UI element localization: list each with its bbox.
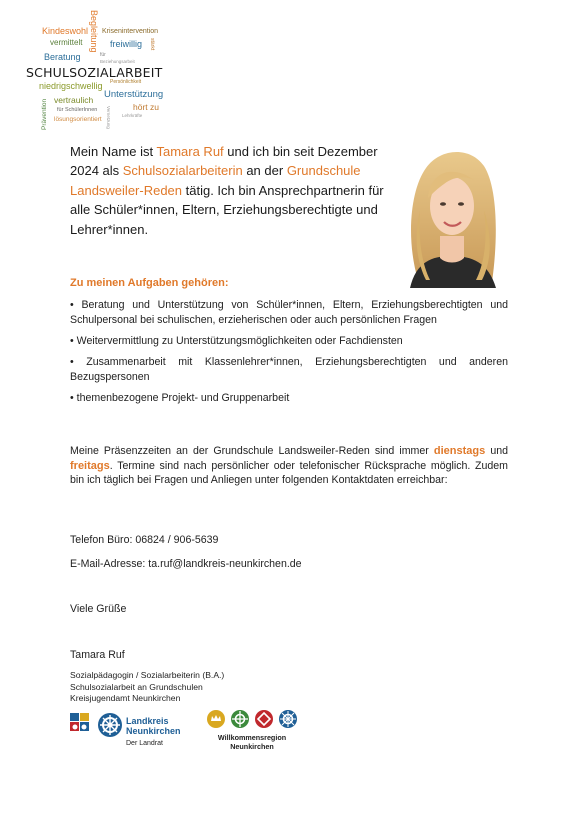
signature-title: Sozialpädagogin / Sozialarbeiterin (B.A.) [70, 670, 225, 680]
contact-phone: Telefon Büro: 06824 / 906-5639 [70, 534, 219, 546]
intro-school: Grundschule Landsweiler-Reden [70, 163, 361, 198]
intro-text-4: tätig. Ich bin Ansprechpartnerin für alle Schüler*innen, Eltern, Erziehungsberechtigte und Lehrer*innen. [70, 182, 384, 237]
presence-day-friday: freitags [70, 459, 110, 472]
word-fuer-schuelerinnen: für SchülerInnen [57, 107, 98, 113]
contact-email: E-Mail-Adresse: ta.ruf@landkreis-neunkirchen.de [70, 558, 302, 570]
word-praevention: Prävention [41, 98, 48, 130]
intro-role: Schulsozialarbeiterin [122, 163, 243, 179]
task-item: • themenbezogene Projekt- und Gruppenarbeit [70, 391, 290, 404]
tasks-heading: Zu meinen Aufgaben gehören: [70, 277, 229, 289]
word-cloud-title: SCHULSOZIALARBEIT [26, 65, 163, 80]
intro-paragraph [70, 142, 390, 239]
presence-text-3: . Termine sind nach persönlicher oder telefonischer Rücksprache möglich. Zudem bin ich täglich bei Fragen und Anliegen unter folgenden Kontaktdaten erreichbar: [70, 459, 508, 487]
word-vernetzung: Vernetzung [106, 106, 111, 129]
intro-name: Tamara Ruf [156, 144, 224, 159]
signature-block [70, 670, 224, 705]
task-item: • Weitervermittlung zu Unterstützungsmöglichkeiten oder Fachdiensten [70, 334, 403, 347]
landkreis-logo [70, 711, 200, 751]
landrat-label: Der Landrat [126, 740, 163, 747]
region-label-2: Neunkirchen [230, 742, 274, 751]
word-kindeswohl: Kindeswohl [42, 26, 89, 36]
region-label-1: Willkommensregion [217, 733, 287, 742]
word-fuer-1: für [100, 52, 106, 58]
presence-day-tuesday: dienstags [433, 445, 486, 457]
word-lehrkraefte: Lehrkräfte [122, 113, 143, 118]
word-krisenintervention: Krisenintervention [102, 28, 159, 35]
word-beratung: Beratung [44, 52, 81, 62]
word-cloud [26, 8, 200, 133]
signature-department: Schulsozialarbeit an Grundschulen [70, 681, 203, 692]
word-vertraulich: vertraulich [54, 95, 94, 105]
willkommensregion-logo [204, 708, 304, 756]
word-niedrigschwellig: niedrigschwellig [39, 81, 103, 91]
landkreis-label-2: Neunkirchen [126, 726, 181, 736]
word-persoenlichkeit: Persönlichkeit [110, 79, 142, 85]
closing-name: Tamara Ruf [70, 649, 125, 661]
task-item: • Zusammenarbeit mit Klassenlehrer*innen, Erziehungsberechtigten und anderen Bezugspersonen [70, 355, 508, 383]
intro-text-2: und ich bin seit Dezember 2024 als [70, 144, 378, 179]
portrait-photo [396, 140, 506, 288]
word-staerkt: stärkt [149, 38, 155, 51]
word-begleitung: Begleitung [89, 10, 99, 53]
word-freiwillig: freiwillig [110, 39, 143, 49]
tasks-list [70, 298, 508, 412]
landkreis-label-1: Landkreis [126, 716, 169, 726]
word-hoert-zu: hört zu [133, 102, 159, 112]
presence-paragraph [70, 444, 508, 488]
intro-text-1: Mein Name ist [70, 144, 157, 159]
word-beziehungsarbeit: Beziehungsarbeit [100, 59, 135, 64]
word-vermittelt: vermittelt [50, 38, 83, 47]
presence-text-2: und [485, 445, 509, 457]
closing-greeting: Viele Grüße [70, 603, 127, 615]
word-unterstuetzung: Unterstützung [104, 89, 164, 100]
presence-text-1: Meine Präsenzzeiten an der Grundschule Landsweiler-Reden sind immer [70, 445, 434, 457]
task-item: • Beratung und Unterstützung von Schüler*innen, Eltern, Erziehungsberechtigten und Schulpersonal bei schulischen, erzieherischen oder auch persönlichen Fragen [70, 299, 508, 326]
signature-office: Kreisjugendamt Neunkirchen [70, 693, 181, 704]
intro-text-3: an der [242, 163, 287, 179]
word-loesungsorientiert: lösungsorientiert [54, 116, 102, 123]
